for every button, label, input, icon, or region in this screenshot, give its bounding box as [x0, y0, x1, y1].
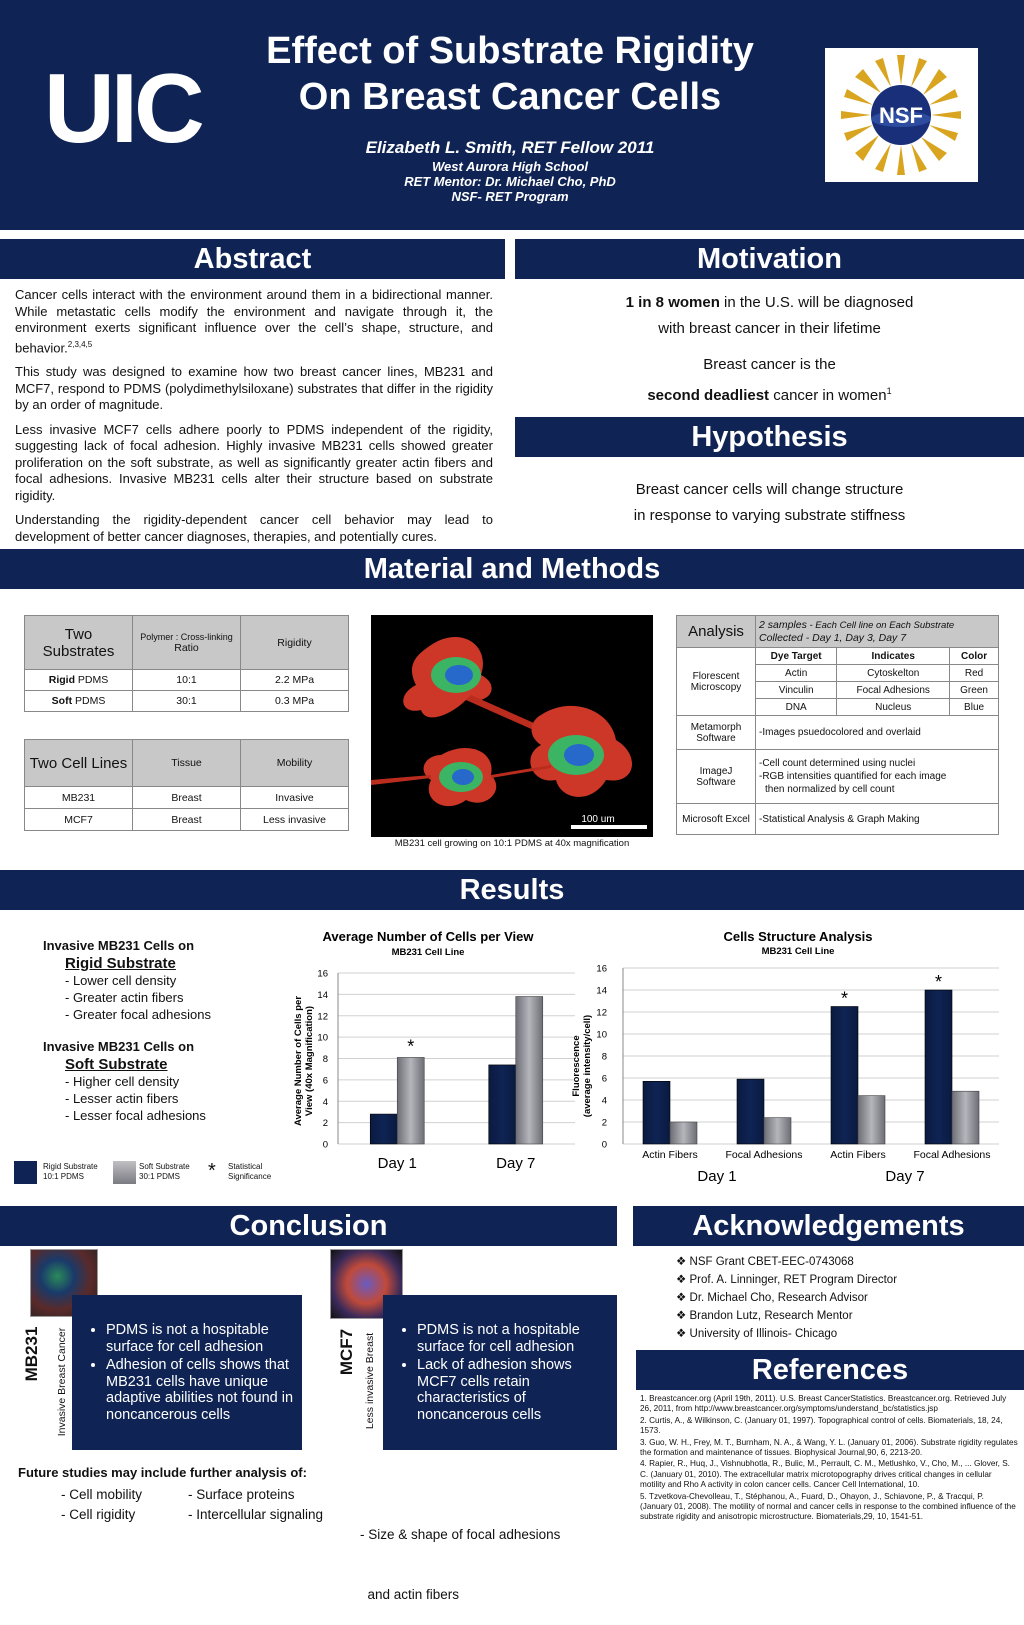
bullet-icon: ❖: [676, 1328, 687, 1340]
reference-item: 1. Breastcancer.org (April 19th, 2011). U.S. Breast CancerStatistics. Breastcancer.org. Retrieved July 26, 2011, from http://www.breastcancer.org/symptoms/understand_bc/statistics.jsp: [640, 1394, 1007, 1414]
y-tick-label: 2: [322, 1118, 328, 1130]
x-tick-label: Day 1: [377, 1155, 417, 1172]
chart-title: Cells Structure Analysis: [723, 929, 873, 944]
abstract-p1: Cancer cells interact with the environment around them in a bidirectional manner. While metastatic cells modify the environment and navigate through it, the environment exerts significant influence over the cell’s shape, structure, and behavior.$^{2,3,4,5}$: [15, 287, 493, 355]
mcf7-label: [332, 1322, 382, 1450]
cell-lines-table-wrap: [24, 739, 349, 831]
bar-soft: [858, 1096, 885, 1144]
cell-line-mobility: Invasive: [241, 787, 349, 809]
cell-lines-h2: Tissue: [133, 740, 241, 787]
program-name: NSF- RET Program: [451, 189, 569, 204]
bar-rigid: [831, 1007, 858, 1145]
bullet-icon: ❖: [676, 1274, 687, 1286]
y-axis-label-line: Average Number of Cells per: [293, 995, 304, 1127]
mb231-subtitle: Invasive Breast Cancer: [56, 1327, 68, 1437]
metamorph-label: Metamorph Software: [677, 716, 756, 750]
cell-line-name: MCF7: [25, 809, 133, 831]
y-tick-label: 8: [322, 1054, 328, 1065]
bar-rigid: [643, 1081, 670, 1144]
scale-bar: [571, 825, 647, 829]
list-item: - Greater actin fibers: [65, 990, 184, 1005]
y-tick-label: 12: [596, 1007, 607, 1019]
poster-title: [220, 28, 800, 120]
chart-subtitle: MB231 Cell Line: [391, 947, 465, 958]
dye-indicates: Cytoskelton: [837, 665, 950, 682]
x-tick-label: Actin Fibers: [830, 1149, 886, 1161]
bar-soft: [670, 1122, 697, 1144]
title-line-1: Effect of Substrate Rigidity: [266, 30, 754, 72]
imagej-label: ImageJ Software: [677, 750, 756, 804]
list-item: - Greater focal adhesions: [65, 1007, 211, 1022]
analysis-table-wrap: [676, 615, 999, 835]
x-tick-label: Day 7: [496, 1155, 536, 1172]
y-axis-label-line: (average intensity/cell): [582, 1014, 593, 1118]
analysis-table: [676, 615, 999, 835]
list-item: - Intercellular signaling: [188, 1507, 324, 1522]
list-item: ❖ Brandon Lutz, Research Mentor: [676, 1310, 853, 1322]
substrate-soft-ratio: 30:1: [133, 691, 241, 712]
cell-lines-table: [24, 739, 349, 831]
future-col-3: [360, 1485, 600, 1625]
rigid-title: Invasive MB231 Cells on: [43, 938, 195, 953]
cell-line-mobility: Less invasive: [241, 809, 349, 831]
abstract-body: [15, 287, 493, 545]
dye-color: Red: [950, 665, 999, 682]
motivation-line-1: 1 in 8 women in the U.S. will be diagnosed: [625, 294, 914, 311]
bullet-icon: ❖: [676, 1292, 687, 1304]
abstract-p2: This study was designed to examine how two breast cancer lines, MB231 and MCF7, respond to PDMS (polydimethylsiloxane) substrates that differ in the rigidity by an order of magnitude.: [15, 364, 493, 413]
y-axis-label: [571, 1015, 593, 1117]
y-tick-label: 0: [601, 1139, 607, 1151]
y-tick-label: 6: [322, 1075, 328, 1087]
results-heading: Results: [0, 870, 1024, 910]
cell-line-tissue: Breast: [133, 787, 241, 809]
mcf7-title: MCF7: [337, 1328, 356, 1376]
legend-rigid-label: Rigid Substrate 10:1 PDMS: [43, 1162, 98, 1181]
image-caption: MB231 cell growing on 10:1 PDMS at 40x magnification: [394, 838, 630, 849]
y-tick-label: 14: [317, 989, 328, 1001]
bullet-icon: ❖: [676, 1256, 687, 1268]
references-heading: References: [636, 1350, 1024, 1390]
list-item: - Surface proteins: [188, 1487, 295, 1502]
mcf7-subtitle: Less invasive Breast: [364, 1332, 376, 1430]
legend-soft-label: Soft Substrate 30:1 PDMS: [139, 1162, 190, 1181]
cell-illustration: [371, 637, 632, 806]
y-tick-label: 4: [601, 1095, 607, 1107]
x-tick-label: Focal Adhesions: [913, 1149, 991, 1161]
mb231-bullets: [90, 1322, 298, 1425]
future-title: Future studies may include further analysis of:: [18, 1465, 307, 1480]
significance-marker: *: [934, 972, 943, 992]
hypothesis-body: [515, 477, 1024, 529]
motivation-body: [515, 290, 1024, 409]
hypothesis-heading: Hypothesis: [515, 417, 1024, 457]
x-group-label: Day 7: [885, 1168, 925, 1185]
dye-color: Blue: [950, 699, 999, 716]
legend-star: *: [208, 1160, 216, 1182]
hypothesis-line-2: in response to varying substrate stiffness: [633, 507, 906, 524]
list-item: • Lack of adhesion shows MCF7 cells retain characteristics of noncancerous cells: [417, 1357, 613, 1423]
list-item: - Lower cell density: [65, 973, 177, 988]
list-item: • PDMS is not a hospitable surface for cell adhesion: [417, 1322, 613, 1355]
title-line-2: On Breast Cancer Cells: [298, 76, 722, 118]
dye-indicates: Focal Adhesions: [837, 682, 950, 699]
rigid-subtitle: Rigid Substrate: [65, 955, 176, 972]
bullet-icon: ❖: [676, 1310, 687, 1322]
acknowledgements-heading: Acknowledgements: [633, 1206, 1024, 1246]
substrates-h1: Two Substrates: [25, 616, 133, 670]
indicates-header: Indicates: [837, 648, 950, 665]
results-legend: [14, 1161, 304, 1185]
author-block: [300, 137, 720, 204]
list-item: - Cell mobility: [61, 1487, 143, 1502]
list-item: ❖ Prof. A. Linninger, RET Program Director: [676, 1274, 898, 1286]
list-item: - Size & shape of focal adhesions: [360, 1527, 561, 1542]
y-tick-label: 14: [596, 985, 607, 997]
y-tick-label: 10: [596, 1029, 607, 1041]
chart-title: Average Number of Cells per View: [322, 929, 534, 944]
reference-item: 2. Curtis, A., & Wilkinson, C. (January 01, 1997). Topographical control of cells. Biomaterials, 18, 24, 1573.: [640, 1415, 1003, 1436]
dye-indicates: Nucleus: [837, 699, 950, 716]
bar-rigid: [737, 1079, 764, 1144]
motivation-line-3: Breast cancer is the: [703, 356, 836, 373]
y-tick-label: 10: [317, 1032, 328, 1044]
mentor-name: RET Mentor: Dr. Michael Cho, PhD: [404, 174, 616, 189]
soft-title: Invasive MB231 Cells on: [43, 1039, 195, 1054]
microscopy-label: Florescent Microscopy: [677, 648, 756, 716]
cell-lines-h1: Two Cell Lines: [25, 740, 133, 787]
substrate-rigid-rigidity: 2.2 MPa: [241, 670, 349, 691]
soft-subtitle: Soft Substrate: [65, 1056, 168, 1073]
results-summary: [43, 938, 273, 1124]
list-item: - Higher cell density: [65, 1074, 180, 1089]
conclusion-heading: Conclusion: [0, 1206, 617, 1246]
future-col-1: [61, 1485, 181, 1525]
bar-soft: [397, 1057, 424, 1144]
metamorph-desc: -Images psuedocolored and overlaid: [756, 716, 999, 750]
substrate-soft-rigidity: 0.3 MPa: [241, 691, 349, 712]
list-item: - Lesser actin fibers: [65, 1091, 179, 1106]
chart-structure-analysis: [565, 926, 1005, 1191]
reference-item: 4. Rapier, R., Huq, J., Vishnubhotla, R., Bulic, M., Perrault, C. M., Metlushko, V., Cho, M., ... Glover, S. C. (January 01, 2010). The extracellular matrix microtopography drives critical changes in cellular motility and Rho A activity in colon cancer cells. Cancer Cell International, 10.: [640, 1459, 1010, 1490]
abstract-p4: Understanding the rigidity-dependent cancer cell behavior may lead to development of better cancer diagnoses, therapies, and potentially cures.: [15, 512, 493, 544]
substrate-rigid: Rigid PDMS: [25, 670, 133, 691]
dye-color: Green: [950, 682, 999, 699]
y-tick-label: 12: [317, 1011, 328, 1023]
scale-bar-label: 100 um: [581, 814, 615, 825]
cell-line-name: MB231: [25, 787, 133, 809]
reference-item: 3. Guo, W. H., Frey, M. T., Burnham, N. A., & Wang, Y. L. (January 01, 2006). Substrate rigidity regulates the formation and maintenance of tissues. Biophysical Journal,90, 6, 2213-20.: [640, 1437, 1018, 1458]
bar-soft: [516, 997, 543, 1144]
list-item: • PDMS is not a hospitable surface for cell adhesion: [106, 1322, 298, 1355]
significance-marker: *: [840, 988, 849, 1009]
substrates-h3: Rigidity: [241, 616, 349, 670]
excel-label: Microsoft Excel: [677, 804, 756, 835]
mcf7-bullets: [401, 1322, 613, 1425]
list-item: and actin fibers: [360, 1587, 460, 1602]
chart-cells-per-view: [283, 926, 581, 1178]
bar-soft: [952, 1091, 979, 1144]
methods-heading: Material and Methods: [0, 549, 1024, 589]
cell-line-tissue: Breast: [133, 809, 241, 831]
x-tick-label: Focal Adhesions: [725, 1149, 803, 1161]
mb231-label: [20, 1322, 70, 1450]
list-item: - Lesser focal adhesions: [65, 1108, 206, 1123]
uic-logo: UIC: [44, 53, 201, 163]
rigid-list: [43, 972, 273, 1023]
substrate-rigid-ratio: 10:1: [133, 670, 241, 691]
nsf-logo: [825, 48, 978, 182]
y-tick-label: 16: [596, 963, 607, 975]
motivation-line-2: with breast cancer in their lifetime: [658, 320, 881, 337]
cell-lines-h3: Mobility: [241, 740, 349, 787]
y-tick-label: 16: [317, 968, 328, 980]
abstract-p3: Less invasive MCF7 cells adhere poorly to PDMS independent of the rigidity, suggesting lack of focal adhesion. Highly invasive MB231 cells showed greater proliferation on the soft substrate, as well as significantly greater actin fibers and focal adhesions. Invasive MB231 cells alter their structure based on substrate rigidity.: [15, 421, 493, 503]
dye-name: Actin: [756, 665, 837, 682]
y-tick-label: 2: [601, 1117, 607, 1129]
microscopy-image: [371, 615, 653, 837]
bar-soft: [764, 1118, 791, 1144]
list-item: ❖ Dr. Michael Cho, Research Advisor: [676, 1292, 868, 1304]
y-axis-label-line: View (40x Magnification): [304, 1005, 315, 1117]
motivation-line-4: second deadliest cancer in women$^1$: [647, 386, 892, 404]
color-header: Color: [950, 648, 999, 665]
excel-desc: -Statistical Analysis & Graph Making: [756, 804, 999, 835]
analysis-h2: 2 samples - Each Cell line on Each Substrate Collected - Day 1, Day 3, Day 7: [756, 616, 999, 648]
analysis-h1: Analysis: [677, 616, 756, 648]
soft-list: [43, 1073, 273, 1124]
legend-sig-label: Statistical Significance: [228, 1162, 272, 1181]
y-tick-label: 8: [601, 1051, 607, 1063]
x-tick-label: Actin Fibers: [642, 1149, 698, 1161]
reference-item: 5. Tzvetkova-Chevolleau, T., Stéphanou, A., Fuard, D., Ohayon, J., Schiavone, P., & Tracqui, P. (January 01, 2008). The motility of normal and cancer cells in response to the combined influence of the substrate rigidity and anisotropic microstructure. Biomaterials,29, 10, 1541-51.: [640, 1491, 1016, 1522]
imagej-desc: -Cell count determined using nuclei -RGB intensities quantified for each image then normalized by cell count: [756, 750, 999, 804]
y-tick-label: 4: [322, 1096, 328, 1108]
author-name: Elizabeth L. Smith, RET Fellow 2011: [365, 138, 655, 157]
nsf-rays-icon: [841, 55, 961, 175]
school-name: West Aurora High School: [431, 159, 588, 174]
hypothesis-line-1: Breast cancer cells will change structure: [635, 481, 904, 498]
dye-name: Vinculin: [756, 682, 837, 699]
significance-marker: *: [407, 1036, 415, 1057]
bar-rigid: [925, 990, 952, 1144]
chart-subtitle: MB231 Cell Line: [761, 946, 835, 957]
x-group-label: Day 1: [697, 1168, 737, 1185]
y-tick-label: 0: [322, 1139, 328, 1151]
y-tick-label: 6: [601, 1073, 607, 1085]
bar-rigid: [489, 1065, 516, 1144]
y-axis-label: [293, 996, 315, 1126]
dye-target-header: Dye Target: [756, 648, 837, 665]
future-col-2: [188, 1485, 348, 1525]
motivation-heading: Motivation: [515, 239, 1024, 279]
substrates-h2: Polymer : Cross-linking Ratio: [133, 616, 241, 670]
list-item: - Cell rigidity: [61, 1507, 136, 1522]
list-item: ❖ NSF Grant CBET-EEC-0743068: [676, 1256, 854, 1268]
list-item: • Adhesion of cells shows that MB231 cells have unique adaptive abilities not found in noncancerous cells: [106, 1357, 298, 1423]
substrates-table-wrap: [24, 615, 349, 712]
references-list: [640, 1394, 1018, 1524]
legend-rigid-swatch: [14, 1161, 37, 1184]
acknowledgements-list: [676, 1253, 1016, 1343]
y-axis-label-line: Fluorescence: [571, 1035, 582, 1097]
mb231-title: MB231: [22, 1326, 41, 1382]
abstract-heading: Abstract: [0, 239, 505, 279]
bar-rigid: [370, 1114, 397, 1144]
legend-soft-swatch: [113, 1161, 136, 1184]
dye-name: DNA: [756, 699, 837, 716]
list-item: ❖ University of Illinois- Chicago: [676, 1328, 838, 1340]
substrate-soft: Soft PDMS: [25, 691, 133, 712]
substrates-table: [24, 615, 349, 712]
nsf-logo-text: NSF: [879, 103, 923, 128]
